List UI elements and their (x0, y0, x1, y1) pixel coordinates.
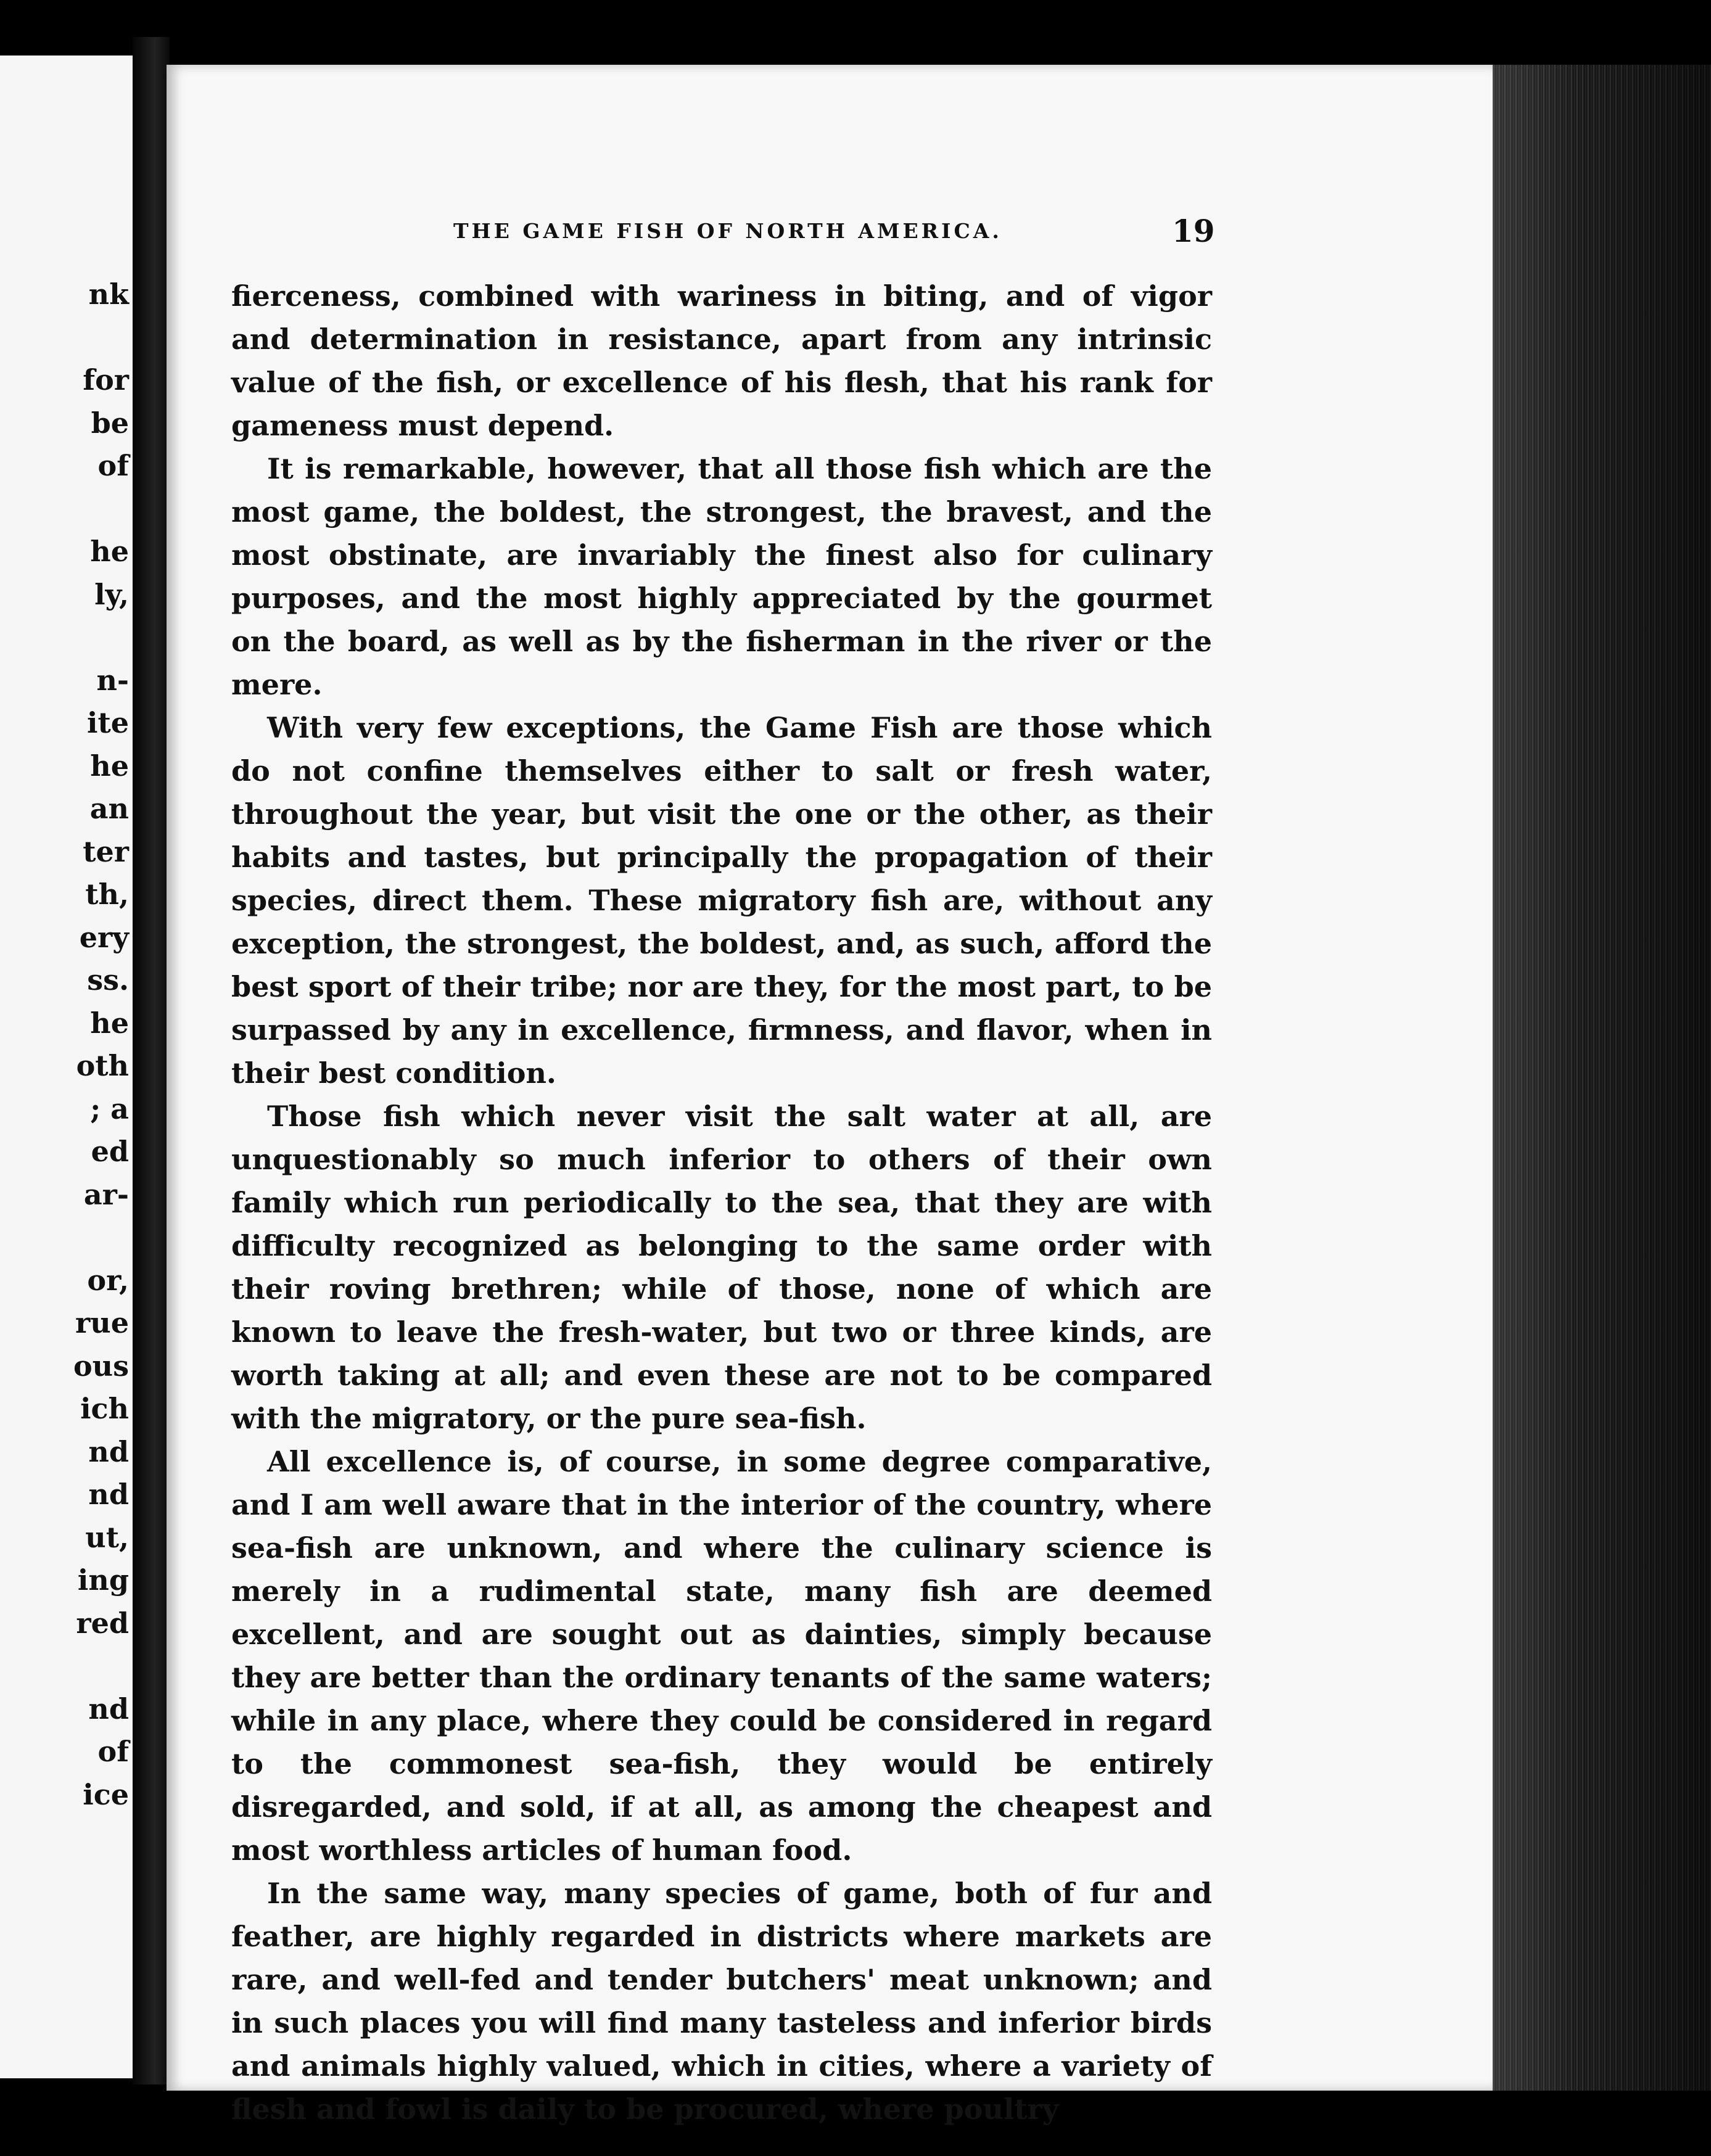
previous-page-line-fragment: red (76, 1606, 129, 1640)
previous-page-line-fragment: ery (79, 920, 129, 954)
previous-page-line-fragment: oth (76, 1049, 129, 1082)
previous-page-line-fragment: ; a (90, 1092, 129, 1125)
paragraph: In the same way, many species of game, both of fur and feather, are highly regarded in districts where markets are rare, and well-fed and tender butchers' meat unknown; and in such places you will find many tasteless and inferior birds and animals highly valued, which in cities, where a variety of flesh and fowl is daily to be procured, where poultry (231, 1877, 1212, 2126)
previous-page-line-fragment: ice (83, 1777, 129, 1811)
previous-page-line-fragment: ed (91, 1135, 129, 1168)
running-title: THE GAME FISH OF NORTH AMERICA. (453, 219, 1002, 243)
previous-page-line-fragment: he (90, 1006, 129, 1040)
paragraph: fierceness, combined with wariness in biting, and of vigor and determination in resistance, apart from any intrinsic value of the fish, or excellence of his flesh, that his rank for gameness must depend. (231, 279, 1212, 442)
previous-page-line-fragment: he (90, 535, 129, 568)
previous-page-line-fragment: be (91, 406, 129, 440)
paragraph: It is remarkable, however, that all those fish which are the most game, the boldest, the strongest, the bravest, and the most obstinate, are invariably the finest also for culinary purposes, and the most highly appreciated by the gourmet on the board, as well as by the fisherman in the river or the mere. (231, 452, 1212, 701)
previous-page-line-fragment: rue (75, 1306, 129, 1339)
previous-page-line-fragment: ter (83, 834, 129, 868)
previous-page-line-fragment: ut, (85, 1520, 129, 1554)
book-gutter (133, 37, 170, 2084)
paragraph: Those fish which never visit the salt water at all, are unquestionably so much inferior to others of their own family which run periodically to the sea, that they are with difficulty recognized as belonging to the same order with their roving brethren; while of those, none of which are known to leave the fresh-water, but two or three kinds, are worth taking at all; and even these are not to be compared with the migratory, or the pure sea-fish. (231, 1100, 1212, 1435)
previous-page-line-fragment: nd (88, 1478, 129, 1511)
paragraph: With very few exceptions, the Game Fish are those which do not confine themselves either to salt or fresh water, throughout the year, but visit the one or the other, as their habits and tastes, but principally the propagation of their species, direct them. These migratory fish are, without any exception, the strongest, the boldest, and, as such, afford the best sport of their tribe; nor are they, for the most part, to be surpassed by any in excellence, firmness, and flavor, when in their best condition. (231, 711, 1212, 1090)
page-edges-shade (1493, 65, 1711, 2091)
previous-page-line-fragment: ly, (94, 577, 129, 611)
previous-page-line-fragment: ing (77, 1563, 129, 1597)
previous-page-line-fragment: ite (87, 706, 129, 739)
previous-page-line-fragment: ous (73, 1349, 129, 1383)
previous-page-line-fragment: th, (85, 878, 129, 911)
previous-page-line-fragment: ss. (87, 963, 129, 997)
page-number: 19 (1172, 213, 1215, 249)
previous-page-line-fragment: nd (88, 1692, 129, 1726)
previous-page-line-fragment: ar- (83, 1177, 129, 1211)
body-text (231, 274, 1212, 2131)
previous-page-line-fragment: or, (87, 1263, 129, 1297)
previous-page-line-fragment: n- (96, 663, 129, 697)
previous-page-line-fragment: of (97, 449, 129, 482)
previous-page-line-fragment: for (83, 363, 129, 397)
previous-page-line-fragment: nd (88, 1434, 129, 1468)
previous-page-line-fragment: he (90, 749, 129, 783)
previous-page-line-fragment: of (97, 1735, 129, 1768)
previous-page (0, 56, 133, 2078)
previous-page-line-fragment: nk (88, 278, 129, 311)
previous-page-line-fragment: ich (80, 1392, 129, 1425)
previous-page-line-fragment: an (89, 792, 129, 825)
paragraph: All excellence is, of course, in some degree comparative, and I am well aware that in the interior of the country, where sea-fish are unknown, and where the culinary science is merely in a rudimental state, many fish are deemed excellent, and are sought out as dainties, simply because they are better than the ordinary tenants of the same waters; while in any place, where they could be considered in regard to the commonest sea-fish, they would be entirely disregarded, and sold, if at all, as among the cheapest and most worthless articles of human food. (231, 1445, 1212, 1867)
